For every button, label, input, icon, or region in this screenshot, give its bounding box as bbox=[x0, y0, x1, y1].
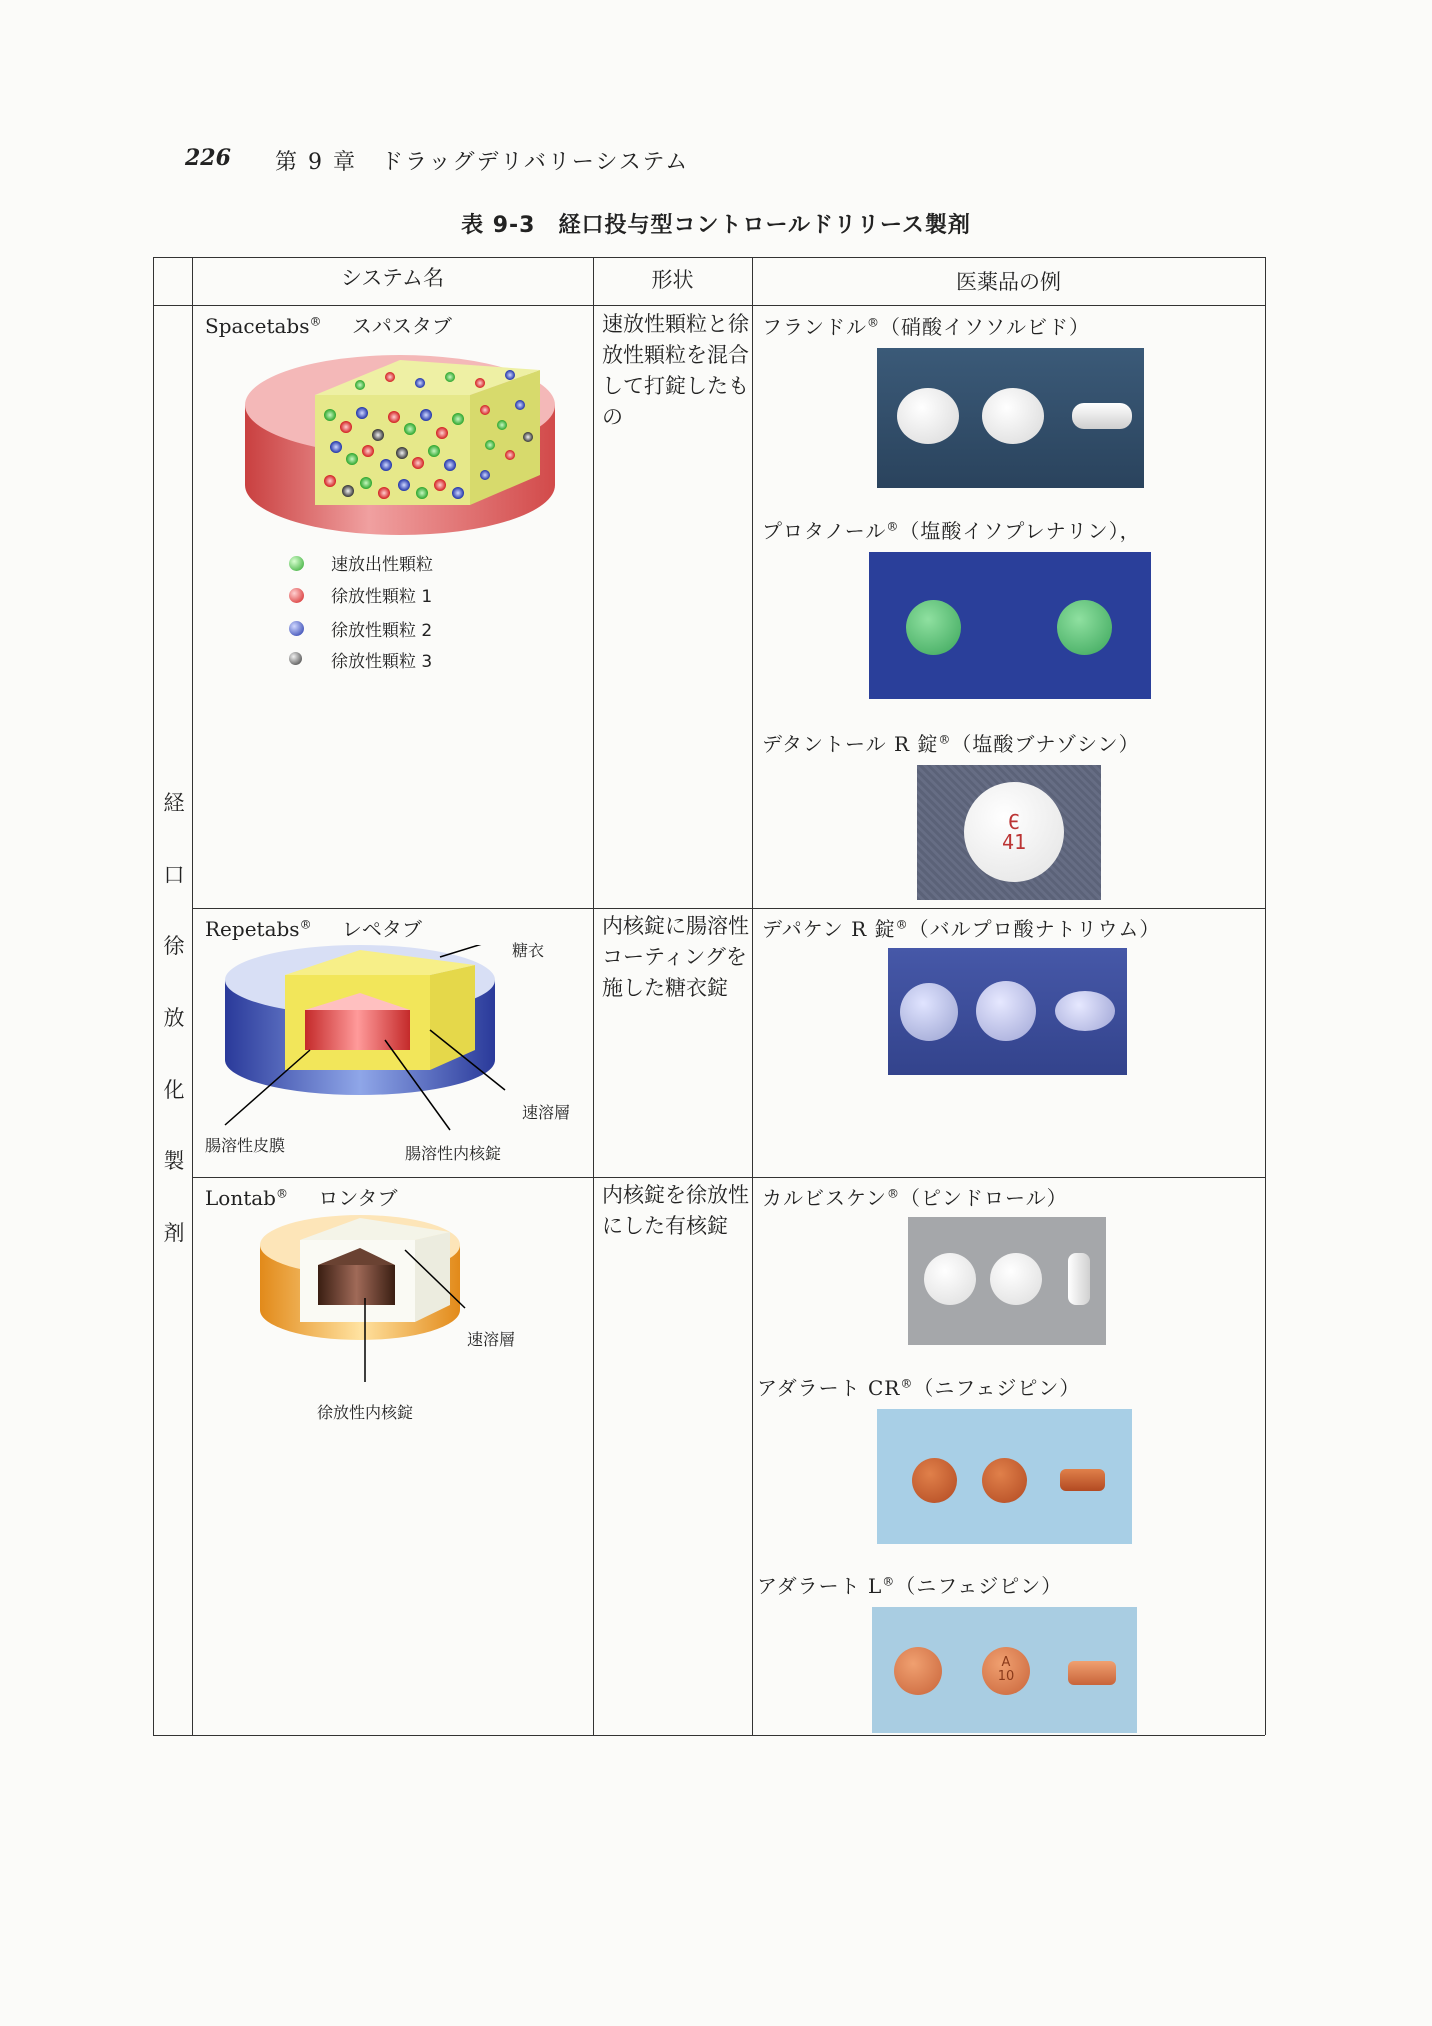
drug-protanol bbox=[762, 515, 1141, 544]
system-name-en: Spacetabs bbox=[205, 314, 310, 338]
label-fast-layer: 速溶層 bbox=[467, 1330, 516, 1349]
drug-name: プロタノール bbox=[762, 519, 887, 543]
column-header-form: 形状 bbox=[651, 268, 694, 292]
tablet-side bbox=[1072, 403, 1132, 429]
system-name-ja: レペタブ bbox=[341, 917, 422, 941]
drug-carvisken bbox=[762, 1182, 1068, 1211]
drug-generic: （ピンドロール） bbox=[900, 1186, 1068, 1210]
drug-generic: （ニフェジピン） bbox=[895, 1574, 1063, 1598]
tablet bbox=[964, 782, 1064, 882]
tablet bbox=[976, 981, 1036, 1041]
drug-detantol bbox=[762, 728, 1140, 757]
legend-label: 徐放性顆粒 3 bbox=[331, 652, 433, 672]
registered-mark: ® bbox=[275, 1186, 288, 1201]
legend-label: 徐放性顆粒 2 bbox=[331, 621, 433, 641]
tablet bbox=[912, 1458, 957, 1503]
registered-mark: ® bbox=[882, 1574, 896, 1589]
red-granule-icon bbox=[289, 588, 304, 603]
photo-adalat-l-tablets bbox=[872, 1607, 1137, 1733]
system-name-ja: ロンタブ bbox=[318, 1186, 398, 1210]
registered-mark: ® bbox=[895, 917, 909, 932]
label-sugar-coat: 糖衣 bbox=[512, 941, 545, 960]
tablet-marking: A bbox=[1001, 1655, 1011, 1670]
blue-granule-icon bbox=[289, 621, 304, 636]
system-name-en: Repetabs bbox=[205, 917, 300, 941]
photo-detantol-tablet bbox=[917, 765, 1101, 900]
system-name-ja: スパスタブ bbox=[351, 314, 452, 338]
tablet bbox=[1057, 600, 1112, 655]
drug-name: デパケン R 錠 bbox=[762, 917, 896, 941]
tablet bbox=[982, 1458, 1027, 1503]
tablet bbox=[897, 388, 959, 444]
green-granule-icon bbox=[289, 556, 304, 571]
system-name-repetabs bbox=[205, 913, 422, 942]
drug-name: フランドル bbox=[762, 315, 867, 339]
column-header-system: システム名 bbox=[341, 266, 444, 290]
tablet-marking: 10 bbox=[997, 1669, 1015, 1684]
drug-name: アダラート L bbox=[757, 1574, 883, 1598]
form-repetabs: 内核錠に腸溶性コーティングを施した糖衣錠 bbox=[602, 914, 749, 1000]
side-char: 製 bbox=[163, 1149, 185, 1173]
system-name-lontab bbox=[205, 1182, 398, 1211]
side-char: 剤 bbox=[163, 1221, 185, 1245]
legend-label: 速放出性顆粒 bbox=[331, 555, 433, 575]
drug-adalat-cr bbox=[757, 1372, 1080, 1401]
tablet bbox=[982, 1647, 1030, 1695]
side-char: 経 bbox=[163, 791, 185, 815]
tablet bbox=[906, 600, 961, 655]
drug-name: カルビスケン bbox=[762, 1186, 887, 1210]
tablet-marking: Є bbox=[1007, 810, 1021, 834]
side-char: 徐 bbox=[163, 934, 185, 958]
tablet bbox=[982, 388, 1044, 444]
column-header-examples: 医薬品の例 bbox=[956, 270, 1061, 294]
side-char: 放 bbox=[163, 1006, 185, 1030]
drug-name: デタントール R 錠 bbox=[762, 732, 939, 756]
photo-carvisken-tablets bbox=[908, 1217, 1106, 1345]
drug-generic: （バルプロ酸ナトリウム） bbox=[908, 917, 1161, 941]
tablet-side bbox=[1055, 991, 1115, 1031]
registered-mark: ® bbox=[900, 1376, 914, 1391]
system-name-spacetabs bbox=[205, 310, 452, 339]
form-lontab: 内核錠を徐放性にした有核錠 bbox=[602, 1183, 749, 1238]
drug-generic: （ニフェジピン） bbox=[913, 1376, 1081, 1400]
label-sustained-core: 徐放性内核錠 bbox=[317, 1403, 414, 1422]
registered-mark: ® bbox=[867, 315, 880, 330]
photo-adalat-cr-tablets bbox=[877, 1409, 1132, 1544]
form-spacetabs: 速放性顆粒と徐放性顆粒を混合して打錠したもの bbox=[602, 312, 749, 429]
drug-generic: （硝酸イソソルビド） bbox=[880, 315, 1090, 339]
drug-name: アダラート CR bbox=[757, 1376, 901, 1400]
photo-depakene-tablets bbox=[888, 948, 1127, 1075]
registered-mark: ® bbox=[887, 1186, 900, 1201]
photo-frandol-tablets bbox=[877, 348, 1144, 488]
spacetabs-diagram bbox=[240, 355, 560, 550]
registered-mark: ® bbox=[938, 732, 952, 747]
tablet-marking: 41 bbox=[1001, 830, 1027, 854]
label-enteric-core: 腸溶性内核錠 bbox=[405, 1144, 502, 1163]
tablet-side bbox=[1068, 1253, 1090, 1305]
photo-protanol-tablets bbox=[869, 552, 1151, 699]
legend-label: 徐放性顆粒 1 bbox=[331, 587, 433, 607]
chapter-title: 第 9 章 ドラッグデリバリーシステム bbox=[275, 150, 690, 175]
black-granule-icon bbox=[289, 652, 302, 665]
drug-frandol bbox=[762, 311, 1090, 340]
registered-mark: ® bbox=[886, 519, 900, 534]
tablet bbox=[990, 1253, 1042, 1305]
drug-generic: （塩酸イソプレナリン）， bbox=[899, 519, 1141, 543]
drug-generic: （塩酸ブナゾシン） bbox=[951, 732, 1140, 756]
registered-mark: ® bbox=[309, 314, 322, 329]
side-char: 化 bbox=[163, 1078, 185, 1102]
label-fast-layer: 速溶層 bbox=[522, 1103, 571, 1122]
tablet bbox=[894, 1647, 942, 1695]
drug-depakene bbox=[762, 913, 1160, 942]
side-char: 口 bbox=[163, 863, 185, 887]
tablet bbox=[900, 983, 958, 1041]
registered-mark: ® bbox=[299, 917, 312, 932]
system-name-en: Lontab bbox=[205, 1186, 276, 1210]
table-caption: 表 9-3 経口投与型コントロールドリリース製剤 bbox=[461, 213, 971, 238]
tablet bbox=[924, 1253, 976, 1305]
tablet-side bbox=[1060, 1469, 1105, 1491]
tablet-side bbox=[1068, 1661, 1116, 1685]
drug-adalat-l bbox=[757, 1570, 1062, 1599]
page-number: 226 bbox=[185, 145, 231, 171]
label-enteric-film: 腸溶性皮膜 bbox=[205, 1136, 286, 1155]
